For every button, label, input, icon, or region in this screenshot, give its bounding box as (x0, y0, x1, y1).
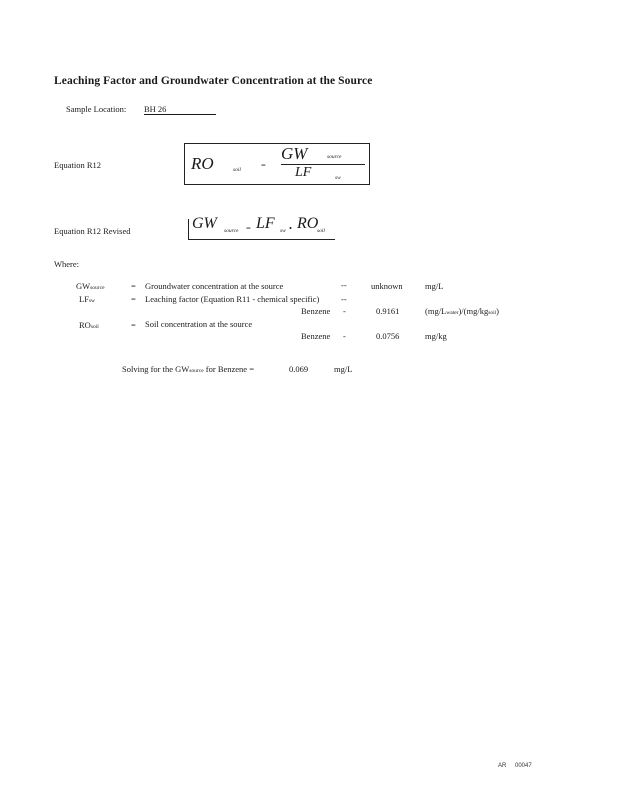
page-title: Leaching Factor and Groundwater Concentration at the Source (54, 75, 373, 87)
eq2-dot: • (289, 223, 292, 233)
equation-r12-revised-label: Equation R12 Revised (54, 226, 131, 236)
where-label: Where: (54, 259, 80, 269)
solving-sub: source (189, 368, 204, 374)
benzene-lf-chem: Benzene (301, 306, 331, 316)
def-ro-symbol: ROsoil (79, 320, 99, 330)
def-ro-desc: Soil concentration at the source (145, 319, 253, 329)
solving-statement: Solving for the GWsource for Benzene = (122, 364, 254, 374)
benzene-ro-value: 0.0756 (376, 331, 400, 341)
eq2-gw: GW (192, 215, 217, 232)
eq1-fraction-bar (281, 164, 365, 165)
eq1-lhs: RO (191, 154, 214, 173)
eq1-denominator: LF (295, 165, 312, 180)
benzene-lf-dash: - (343, 306, 346, 316)
benzene-lf-unit: (mg/Lwater)/(mg/kgsoil) (425, 306, 500, 316)
def-ro-eq: = (131, 320, 136, 330)
sample-location-field (144, 104, 216, 115)
def-lf-eq: = (131, 294, 136, 304)
footer-page-number: 00047 (515, 763, 532, 769)
eq1-denominator-sub: sw (335, 175, 341, 181)
def-gw-eq: = (131, 281, 136, 291)
def-gw-unit: mg/L (425, 281, 444, 291)
eq2-lf: LF (256, 215, 275, 232)
def-gw-value: unknown (371, 281, 403, 291)
def-gw-sub: source (90, 285, 105, 291)
eq2-ro: RO (297, 215, 319, 232)
benzene-ro-dash: - (343, 331, 346, 341)
def-lf-sub: sw (88, 298, 96, 304)
benzene-ro-chem: Benzene (301, 331, 331, 341)
equation-r12-label: Equation R12 (54, 160, 101, 170)
eq1-numerator: GW (281, 144, 308, 163)
eq2-lf-sub: sw (280, 228, 286, 234)
def-lf-symbol: LFsw (79, 294, 96, 304)
def-gw-desc: Groundwater concentration at the source (145, 281, 284, 291)
def-gw-dash: -- (341, 280, 347, 290)
equation-r12-box (184, 143, 370, 185)
def-lf-dash: -- (341, 294, 347, 304)
eq1-numerator-sub: source (327, 154, 342, 160)
eq2-ro-sub: soil (317, 228, 325, 234)
solving-value: 0.069 (289, 364, 309, 374)
eq2-gw-sub: source (224, 228, 239, 234)
sample-location-label: Sample Location: (66, 104, 127, 114)
eq1-lhs-sub: soil (233, 167, 241, 173)
eq2-equals: = (246, 223, 251, 233)
sample-location-value: BH 26 (144, 104, 216, 115)
eq1-equals: = (261, 160, 266, 170)
benzene-lf-value: 0.9161 (376, 306, 400, 316)
benzene-ro-unit: mg/kg (425, 331, 447, 341)
def-gw-symbol: GWsource (76, 281, 105, 291)
solving-unit: mg/L (334, 364, 353, 374)
footer-ar: AR (498, 763, 507, 769)
def-ro-sub: soil (90, 324, 99, 330)
equation-r12-revised-box (188, 215, 335, 240)
def-lf-desc: Leaching factor (Equation R11 - chemical specific) (145, 294, 320, 304)
